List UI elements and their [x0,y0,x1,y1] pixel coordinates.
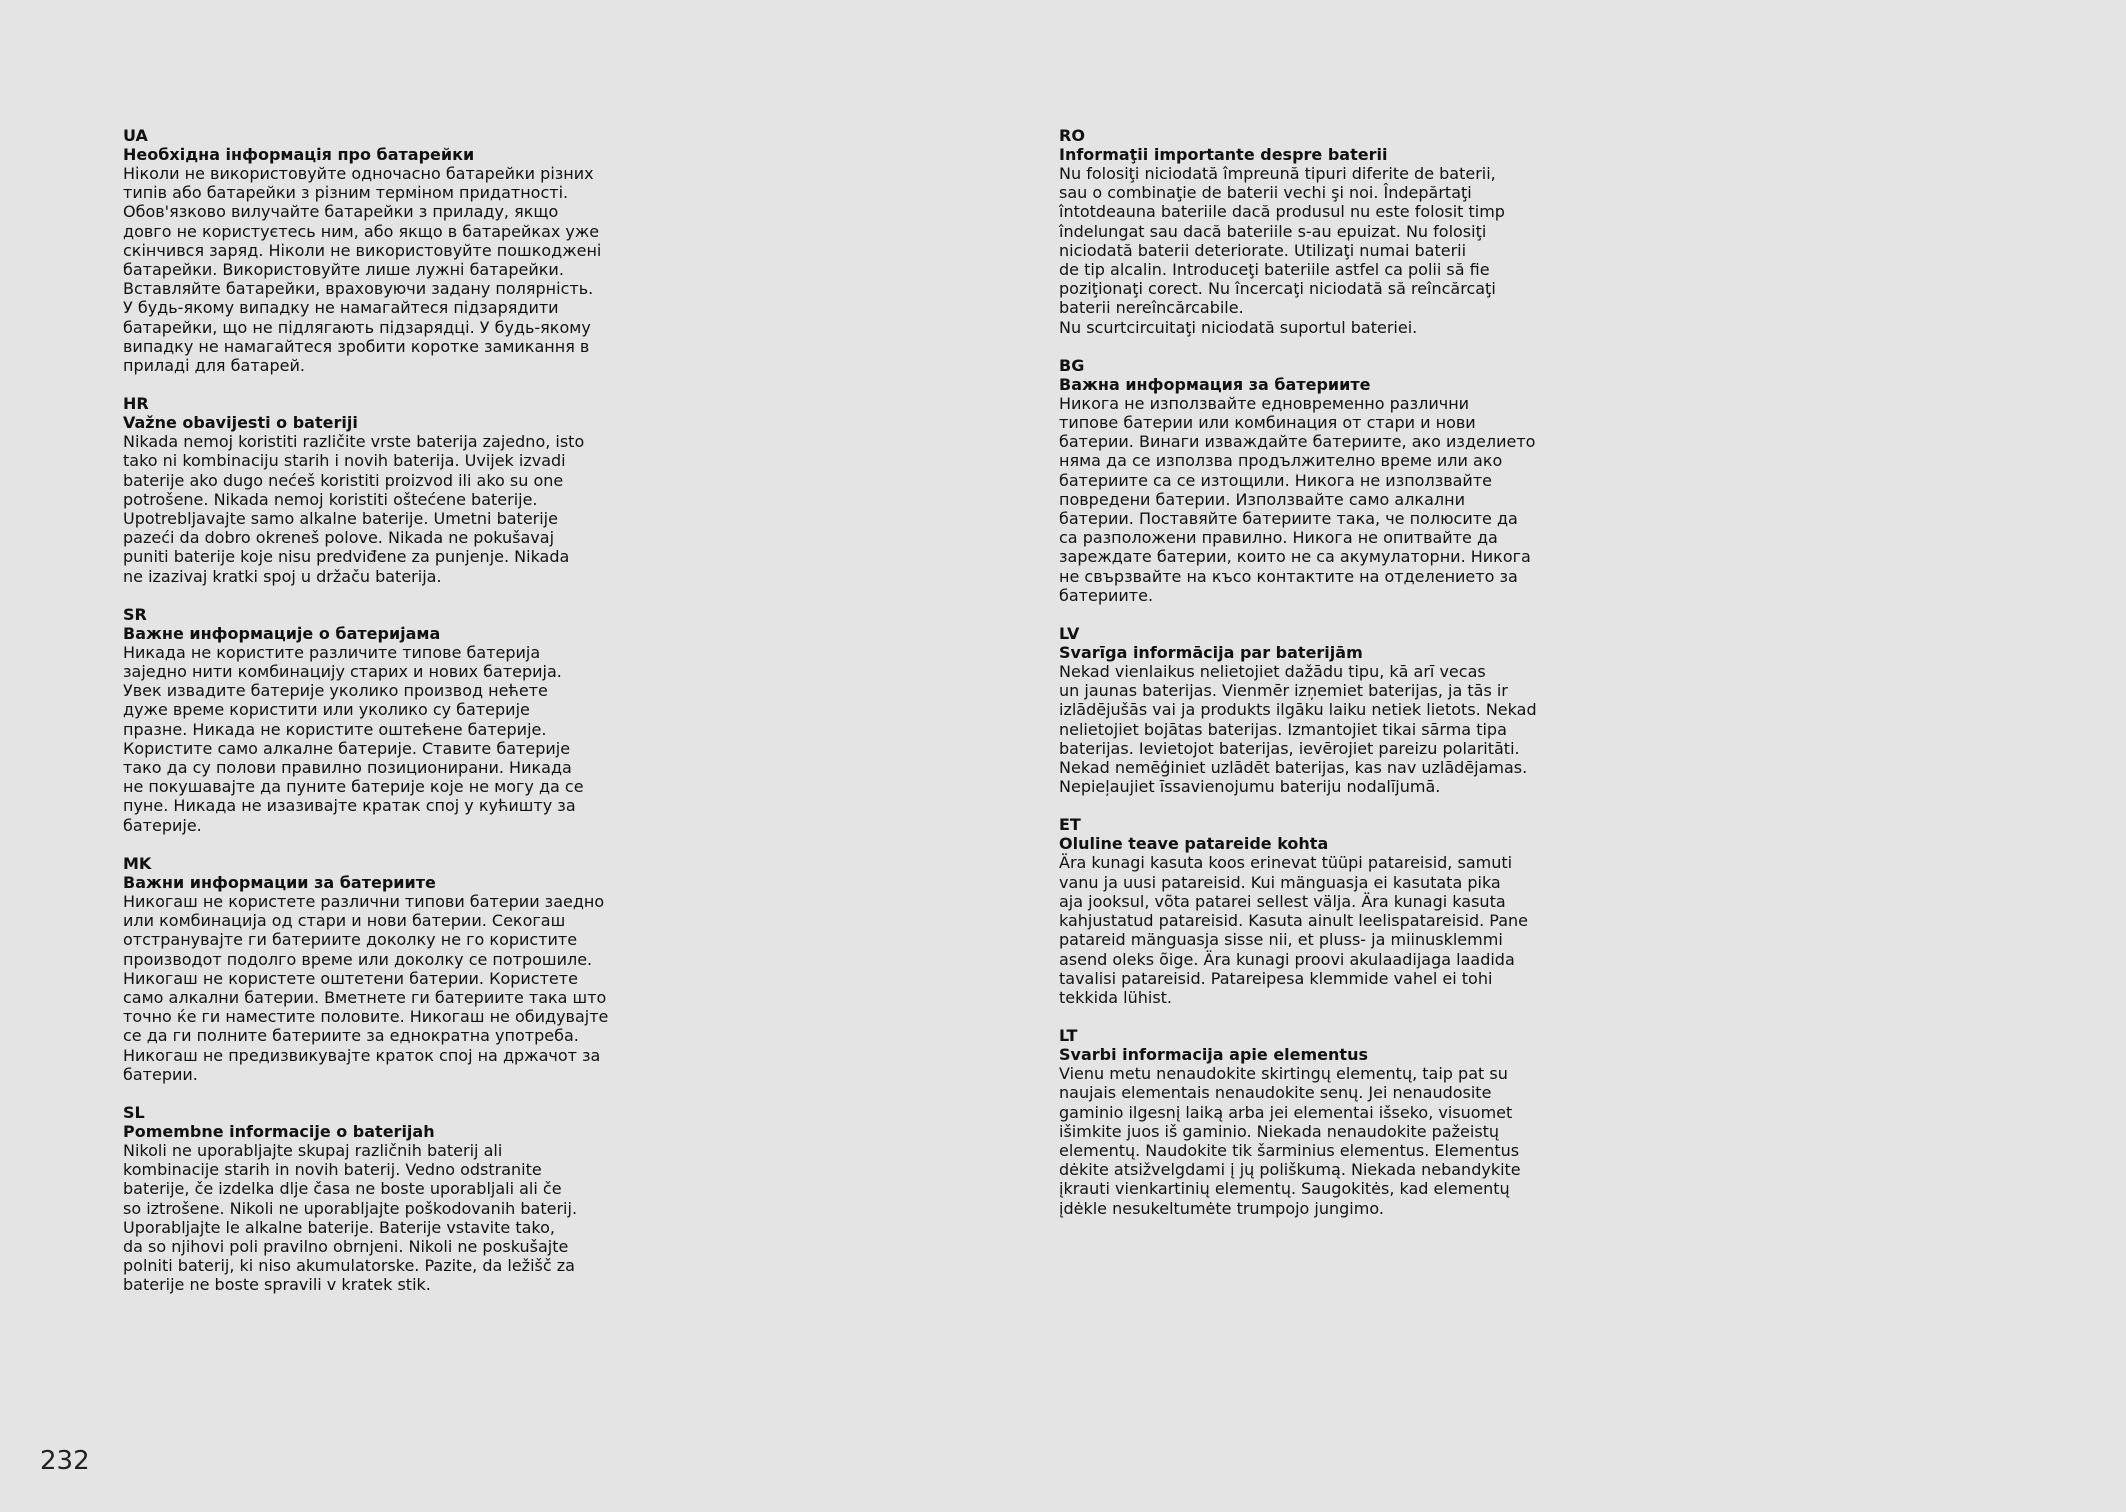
body-text-line: įkrauti vienkartinių elementų. Saugokitės, kad elementų [1059,1179,1510,1199]
body-text-line: Nepieļaujiet īssavienojumu bateriju nodalījumā. [1059,777,1441,797]
body-text-line: so iztrošene. Nikoli ne uporabljajte poškodovanih baterij. [123,1198,578,1218]
section-heading: Svarīga informācija par baterijām [1059,643,1363,663]
body-text-line: baterije, če izdelka dlje časa ne boste uporabljali ali če [123,1179,562,1199]
body-text-line: îndelungat sau dacă bateriile s-au epuizat. Nu folosiţi [1059,221,1487,241]
body-text-line: Nikada nemoj koristiti različite vrste baterija zajedno, isto [123,432,585,452]
body-text-line: батерии. Поставяйте батериите така, че полюсите да [1059,509,1518,529]
body-text-line: Обов'язково вилучайте батарейки з приладу, якщо [123,202,559,222]
body-text-line: naujais elementais nenaudokite senų. Jei nenaudosite [1059,1083,1492,1103]
section-heading: Svarbi informacija apie elementus [1059,1045,1368,1065]
left-column [123,126,723,1314]
body-text-line: tekkida lühist. [1059,987,1173,1007]
body-text-line: întotdeauna bateriile dacă produsul nu este folosit timp [1059,202,1505,222]
body-text-line: приладі для батарей. [123,356,305,376]
language-code: SR [123,604,147,624]
body-text-line: aja jooksul, võta patarei sellest välja. Ära kunagi kasuta [1059,891,1506,911]
body-text-line: gaminio ilgesnį laiką arba jei elementai išseko, visuomet [1059,1102,1513,1122]
body-text-line: asend oleks õige. Ära kunagi proovi akulaadijaga laadida [1059,949,1515,969]
body-text-line: izlādējušās vai ja produkts ilgāku laiku netiek lietots. Nekad [1059,700,1537,720]
body-text-line: baterije ako dugo nećeš koristiti proizvod ili ako su one [123,470,564,490]
body-text-line: батерии. Винаги изваждайте батериите, ако изделието [1059,432,1536,452]
body-text-line: не покушавајте да пуните батерије које не могу да се [123,777,584,797]
body-text-line: батарейки. Використовуйте лише лужні батарейки. [123,260,564,280]
body-text-line: празне. Никада не користите оштећене батерије. [123,719,547,739]
body-text-line: Никогаш не користете оштетени батерии. Користете [123,968,578,988]
body-text-line: dėkite atsižvelgdami į jų poliškumą. Niekada nebandykite [1059,1160,1521,1180]
body-text-line: puniti baterije koje nisu predviđene za punjenje. Nikada [123,547,570,567]
body-text-line: няма да се използва продължително време или ако [1059,451,1503,471]
language-code: MK [123,853,152,873]
body-text-line: зареждате батерии, които не са акумулаторни. Никога [1059,547,1531,567]
right-column [1059,126,1659,1237]
body-text-line: Вставляйте батарейки, враховуючи задану полярність. [123,279,594,299]
body-text-line: vanu ja uusi patareisid. Kui mänguasja ei kasutata pika [1059,872,1501,892]
body-text-line: випадку не намагайтеся зробити коротке замикання в [123,336,590,356]
body-text-line: дуже време користити или уколико су батерије [123,700,530,720]
body-text-line: Nu folosiţi niciodată împreună tipuri diferite de baterii, [1059,164,1496,183]
body-text-line: potrošene. Nikada nemoj koristiti oštećene baterije. [123,489,538,509]
body-text-line: повредени батерии. Използвайте само алкални [1059,489,1465,509]
section-heading: Pomembne informacije o baterijah [123,1121,435,1141]
body-text-line: elementų. Naudokite tik šarminius elementus. Elementus [1059,1140,1520,1160]
body-text-line: са разположени правилно. Никога не опитвайте да [1059,528,1498,548]
body-text-line: Никогаш не предизвикувајте краток спој на држачот за [123,1045,601,1065]
body-text-line: patareid mänguasja sisse nii, et pluss- ja miinusklemmi [1059,930,1503,950]
body-text-line: батерије. [123,815,202,835]
language-code: LV [1059,624,1080,644]
section-heading: Важни информации за батериите [123,872,436,892]
language-code: UA [123,126,148,145]
body-text-line: baterijas. Ievietojot baterijas, ievērojiet pareizu polaritāti. [1059,738,1520,758]
body-text-line: Vienu metu nenaudokite skirtingų elementų, taip pat su [1059,1064,1508,1084]
body-text-line: Uporabljajte le alkalne baterije. Baterije vstavite tako, [123,1217,555,1237]
language-section-ua [123,126,723,375]
body-text-line: батериите. [1059,585,1154,605]
body-text-line: типів або батарейки з різним терміном придатності. [123,183,569,203]
body-text-line: baterii nereîncărcabile. [1059,298,1244,318]
body-text-line: tako ni kombinaciju starih i novih baterija. Uvijek izvadi [123,451,566,471]
body-text-line: Користите само алкалне батерије. Ставите батерије [123,738,571,758]
section-heading: Važne obavijesti o bateriji [123,413,358,433]
language-section-hr [123,394,723,586]
body-text-line: da so njihovi poli pravilno obrnjeni. Nikoli ne poskušajte [123,1236,569,1256]
body-text-line: Nikoli ne uporabljajte skupaj različnih baterij ali [123,1140,503,1160]
language-section-et [1059,815,1659,1007]
body-text-line: батериите са се изтощили. Никога не използвайте [1059,470,1492,490]
body-text-line: nelietojiet bojātas baterijas. Izmantojiet tikai sārma tipa [1059,719,1507,739]
language-section-lv [1059,624,1659,796]
body-text-line: се да ги полните батериите за еднократна употреба. [123,1026,579,1046]
language-section-sl [123,1103,723,1295]
body-text-line: тако да су полови правилно позиционирани. Никада [123,758,572,778]
body-text-line: скінчився заряд. Ніколи не використовуйте пошкоджені [123,240,602,260]
body-text-line: Ära kunagi kasuta koos erinevat tüüpi patareisid, samuti [1059,853,1513,873]
body-text-line: Увек извадите батерије уколико производ нећете [123,681,548,701]
body-text-line: не свързвайте на късо контактите на отделението за [1059,566,1518,586]
body-text-line: de tip alcalin. Introduceţi bateriile astfel ca polii să fie [1059,260,1490,280]
body-text-line: Никада не користите различите типове батерија [123,642,541,662]
body-text-line: baterije ne boste spravili v kratek stik. [123,1275,431,1295]
body-text-line: точно ќе ги наместите половите. Никогаш не обидувајте [123,1007,609,1027]
body-text-line: батарейки, що не підлягають підзарядці. У будь-якому [123,317,591,337]
body-text-line: Ніколи не використовуйте одночасно батарейки різних [123,164,594,183]
body-text-line: sau o combinaţie de baterii vechi şi noi. Îndepărtaţi [1059,183,1472,203]
body-text-line: само алкални батерии. Вметнете ги батериите така што [123,987,607,1007]
language-code: BG [1059,355,1085,375]
body-text-line: батерии. [123,1064,198,1084]
body-text-line: poziţionaţi corect. Nu încercaţi niciodată să reîncărcaţi [1059,279,1496,299]
body-text-line: пуне. Никада не изазивајте кратак спој у кућишту за [123,796,576,816]
body-text-line: Никога не използвайте едновременно различни [1059,393,1470,413]
body-text-line: niciodată baterii deteriorate. Utilizaţi numai baterii [1059,240,1467,260]
body-text-line: Nu scurtcircuitaţi niciodată suportul bateriei. [1059,317,1418,337]
section-heading: Oluline teave patareide kohta [1059,834,1329,854]
language-section-ro [1059,126,1659,337]
body-text-line: заједно нити комбинацију старих и нових батерија. [123,662,562,682]
section-heading: Важне информације о батеријама [123,623,441,643]
body-text-line: или комбинација од стари и нови батерии. Секогаш [123,911,566,931]
language-code: HR [123,394,149,414]
section-heading: Необхідна інформація про батарейки [123,145,475,164]
section-heading: Важна информация за батериите [1059,374,1371,394]
body-text-line: kombinacije starih in novih baterij. Vedno odstranite [123,1160,542,1180]
body-text-line: tavalisi patareisid. Patareipesa klemmide vahel ei tohi [1059,968,1493,988]
body-text-line: kahjustatud patareisid. Kasuta ainult leelispatareisid. Pane [1059,911,1528,931]
language-section-sr [123,605,723,835]
language-section-bg [1059,356,1659,605]
body-text-line: довго не користуєтесь ним, або якщо в батарейках уже [123,221,600,241]
body-text-line: типове батерии или комбинация от стари и нови [1059,413,1476,433]
body-text-line: polniti baterij, ki niso akumulatorske. Pazite, da ležišč za [123,1256,575,1276]
page-number: 232 [40,1446,90,1476]
body-text-line: ne izazivaj kratki spoj u držaču baterija. [123,566,442,586]
body-text-line: У будь-якому випадку не намагайтеся підзарядити [123,298,559,318]
language-code: SL [123,1102,145,1122]
language-section-lt [1059,1026,1659,1218]
body-text-line: Nekad nemēģiniet uzlādēt baterijas, kas nav uzlādējamas. [1059,758,1528,778]
body-text-line: производот подолго време или доколку се потрошиле. [123,949,593,969]
body-text-line: pazeći da dobro okreneš polove. Nikada ne pokušavaj [123,528,555,548]
body-text-line: išimkite juos iš gaminio. Niekada nenaudokite pažeistų [1059,1121,1500,1141]
language-code: LT [1059,1026,1078,1046]
section-heading: Informaţii importante despre baterii [1059,145,1388,164]
body-text-line: отстранувајте ги батериите доколку не го користите [123,930,578,950]
language-code: ET [1059,815,1081,835]
body-text-line: un jaunas baterijas. Vienmēr izņemiet baterijas, ja tās ir [1059,681,1508,701]
body-text-line: Nekad vienlaikus nelietojiet dažādu tipu, kā arī vecas [1059,662,1486,682]
language-section-mk [123,854,723,1084]
body-text-line: įdėkle nesukeltumėte trumpojo jungimo. [1059,1198,1384,1218]
body-text-line: Никогаш не користете различни типови батерии заедно [123,891,605,911]
language-code: RO [1059,126,1085,145]
body-text-line: Upotrebljavajte samo alkalne baterije. Umetni baterije [123,509,558,529]
